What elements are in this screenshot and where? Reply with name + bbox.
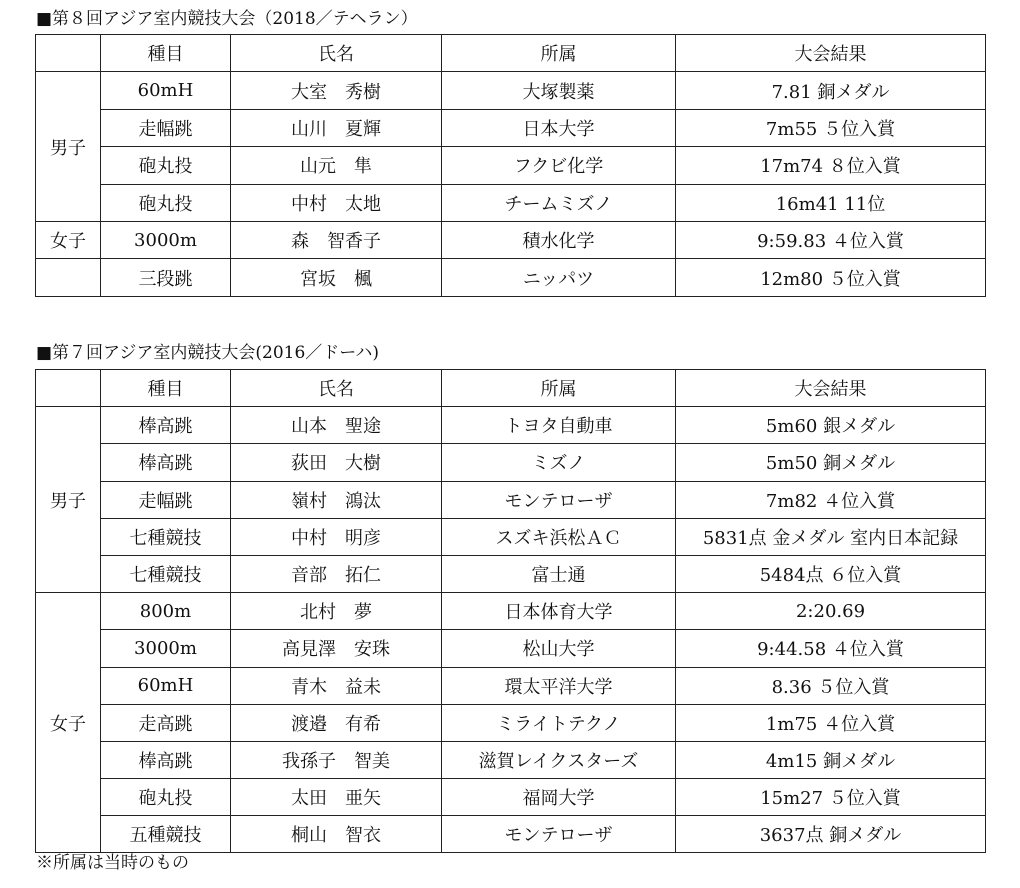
event-cell: 60mH: [101, 667, 231, 704]
athlete-name-cell: 北村 夢: [231, 593, 442, 630]
table-row: [36, 72, 986, 109]
result-cell: 8.36 ５位入賞: [676, 667, 986, 704]
table-row: [36, 667, 986, 704]
event-cell: 800m: [101, 593, 231, 630]
affiliation-cell: 積水化学: [442, 221, 676, 258]
event-cell: 棒高跳: [101, 741, 231, 778]
event-cell: 七種競技: [101, 518, 231, 555]
result-cell: 5484点 ６位入賞: [676, 555, 986, 592]
table-row: [36, 147, 986, 184]
result-cell: 7m82 ４位入賞: [676, 481, 986, 518]
result-cell: 9:44.58 ４位入賞: [676, 630, 986, 667]
athlete-name-cell: 嶺村 鴻汰: [231, 481, 442, 518]
affiliation-cell: トヨタ自動車: [442, 407, 676, 444]
header-result: 大会結果: [676, 370, 986, 407]
event-cell: 棒高跳: [101, 444, 231, 481]
affiliation-cell: 富士通: [442, 555, 676, 592]
result-cell: 15m27 ５位入賞: [676, 779, 986, 816]
section-title-2016: ■第７回アジア室内競技大会(2016／ドーハ): [36, 343, 380, 363]
result-cell: 12m80 ５位入賞: [676, 259, 986, 296]
results-table-2016: [35, 369, 986, 853]
athlete-name-cell: 大室 秀樹: [231, 72, 442, 109]
result-cell: 3637点 銅メダル: [676, 816, 986, 853]
affiliation-cell: 松山大学: [442, 630, 676, 667]
affiliation-cell: 環太平洋大学: [442, 667, 676, 704]
header-name: 氏名: [231, 370, 442, 407]
gender-cell: [36, 259, 101, 296]
athlete-name-cell: 桐山 智衣: [231, 816, 442, 853]
affiliation-cell: 福岡大学: [442, 779, 676, 816]
affiliation-cell: チームミズノ: [442, 184, 676, 221]
result-cell: 5m60 銀メダル: [676, 407, 986, 444]
header-result: 大会結果: [676, 35, 986, 72]
footnote: ※所属は当時のもの: [36, 853, 189, 873]
result-cell: 5831点 金メダル 室内日本記録: [676, 518, 986, 555]
result-cell: 1m75 ４位入賞: [676, 704, 986, 741]
affiliation-cell: モンテローザ: [442, 816, 676, 853]
athlete-name-cell: 我孫子 智美: [231, 741, 442, 778]
event-cell: 3000m: [101, 630, 231, 667]
table-row: [36, 555, 986, 592]
table-row: [36, 184, 986, 221]
table-header-row: [36, 370, 986, 407]
affiliation-cell: ミライトテクノ: [442, 704, 676, 741]
athlete-name-cell: 宮坂 楓: [231, 259, 442, 296]
athlete-name-cell: 山川 夏輝: [231, 109, 442, 146]
table-row: [36, 481, 986, 518]
table-row: [36, 518, 986, 555]
event-cell: 三段跳: [101, 259, 231, 296]
gender-cell: 男子: [36, 72, 101, 222]
event-cell: 60mH: [101, 72, 231, 109]
event-cell: 砲丸投: [101, 184, 231, 221]
athlete-name-cell: 山本 聖途: [231, 407, 442, 444]
event-cell: 走幅跳: [101, 109, 231, 146]
result-cell: 16m41 11位: [676, 184, 986, 221]
affiliation-cell: ニッパツ: [442, 259, 676, 296]
header-event: 種目: [101, 370, 231, 407]
header-gender: [36, 35, 101, 72]
gender-cell: 男子: [36, 407, 101, 593]
athlete-name-cell: 森 智香子: [231, 221, 442, 258]
affiliation-cell: スズキ浜松ＡＣ: [442, 518, 676, 555]
table-row: [36, 593, 986, 630]
section-title-2018: ■第８回アジア室内競技大会（2018／テヘラン）: [36, 9, 418, 29]
athlete-name-cell: 中村 太地: [231, 184, 442, 221]
affiliation-cell: モンテローザ: [442, 481, 676, 518]
header-event: 種目: [101, 35, 231, 72]
event-cell: 砲丸投: [101, 779, 231, 816]
affiliation-cell: ミズノ: [442, 444, 676, 481]
table-row: [36, 816, 986, 853]
affiliation-cell: 日本体育大学: [442, 593, 676, 630]
athlete-name-cell: 青木 益未: [231, 667, 442, 704]
table-row: [36, 630, 986, 667]
event-cell: 走幅跳: [101, 481, 231, 518]
affiliation-cell: フクビ化学: [442, 147, 676, 184]
result-cell: 2:20.69: [676, 593, 986, 630]
event-cell: 砲丸投: [101, 147, 231, 184]
result-cell: 17m74 ８位入賞: [676, 147, 986, 184]
table-row: [36, 259, 986, 296]
header-gender: [36, 370, 101, 407]
table-row: [36, 109, 986, 146]
gender-cell: 女子: [36, 221, 101, 258]
event-cell: 走高跳: [101, 704, 231, 741]
athlete-name-cell: 太田 亜矢: [231, 779, 442, 816]
athlete-name-cell: 荻田 大樹: [231, 444, 442, 481]
athlete-name-cell: 渡邉 有希: [231, 704, 442, 741]
header-name: 氏名: [231, 35, 442, 72]
event-cell: 3000m: [101, 221, 231, 258]
athlete-name-cell: 中村 明彦: [231, 518, 442, 555]
header-affiliation: 所属: [442, 35, 676, 72]
table-row: [36, 779, 986, 816]
table-row: [36, 704, 986, 741]
results-table-2018: [35, 34, 986, 297]
table-row: [36, 741, 986, 778]
table-header-row: [36, 35, 986, 72]
table-row: [36, 444, 986, 481]
result-cell: 7m55 ５位入賞: [676, 109, 986, 146]
athlete-name-cell: 高見澤 安珠: [231, 630, 442, 667]
event-cell: 棒高跳: [101, 407, 231, 444]
result-cell: 7.81 銅メダル: [676, 72, 986, 109]
event-cell: 七種競技: [101, 555, 231, 592]
affiliation-cell: 日本大学: [442, 109, 676, 146]
result-cell: 4m15 銅メダル: [676, 741, 986, 778]
table-row: [36, 407, 986, 444]
result-cell: 9:59.83 ４位入賞: [676, 221, 986, 258]
affiliation-cell: 大塚製薬: [442, 72, 676, 109]
table-row: [36, 221, 986, 258]
gender-cell: 女子: [36, 593, 101, 853]
athlete-name-cell: 山元 隼: [231, 147, 442, 184]
event-cell: 五種競技: [101, 816, 231, 853]
affiliation-cell: 滋賀レイクスターズ: [442, 741, 676, 778]
header-affiliation: 所属: [442, 370, 676, 407]
athlete-name-cell: 音部 拓仁: [231, 555, 442, 592]
result-cell: 5m50 銅メダル: [676, 444, 986, 481]
